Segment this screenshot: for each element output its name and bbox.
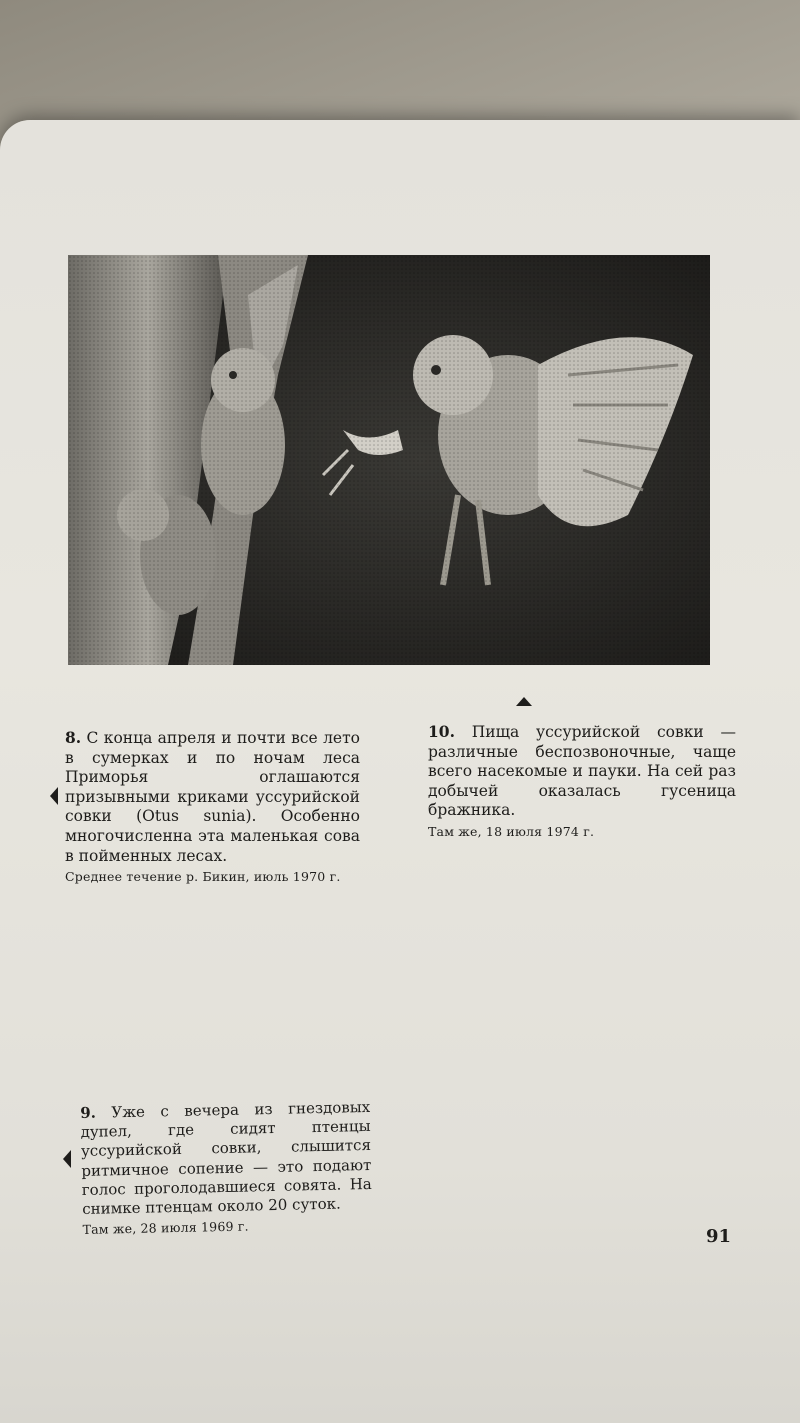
caption-text: С конца апреля и почти все лето в сумерках и по ночам леса Приморья оглашаются призывными криками уссурийской совки (Otus sunia). Особенно многочисленна эта маленькая сова в пойменных лесах. [65, 729, 360, 865]
caption-text: Уже с вечера из гнездовых дупел, где сидят птенцы уссурийской совки, слышится ритмичное сопение — это подают голос проголодавшиеся совята. На снимке птенцам около 20 суток. [80, 1097, 372, 1218]
caption-source: Среднее течение р. Бикин, июль 1970 г. [65, 869, 341, 885]
page-number: 91 [706, 1226, 732, 1247]
caption-8 [65, 728, 360, 884]
caption-source: Там же, 28 июля 1969 г. [82, 1218, 249, 1238]
caption-text: Пища уссурийской совки — различные беспозвоночные, чаще всего насекомые и пауки. На сей раз добычей оказалась гусеница бражника. [428, 723, 736, 820]
caption-9 [80, 1097, 373, 1237]
caption-number: 8. [65, 728, 82, 747]
arrow-left-icon [63, 1150, 71, 1168]
owl-photo [68, 255, 710, 665]
caption-number: 10. [428, 722, 455, 741]
caption-source: Там же, 18 июля 1974 г. [428, 823, 595, 839]
caption-number: 9. [80, 1103, 97, 1122]
arrow-left-icon [50, 787, 58, 805]
arrow-up-icon [516, 697, 532, 706]
caption-10 [428, 722, 736, 839]
owl-photo-icon [68, 255, 710, 665]
